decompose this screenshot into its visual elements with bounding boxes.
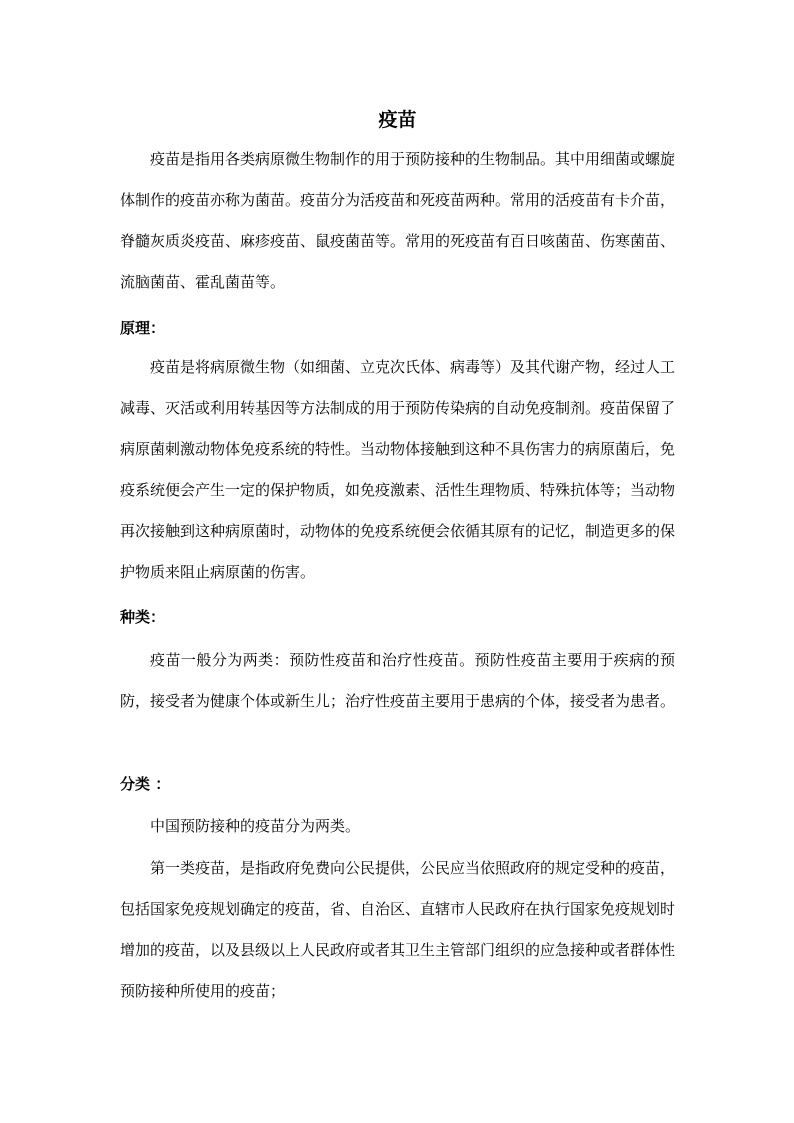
classification-paragraph-2: 第一类疫苗，是指政府免费向公民提供，公民应当依照政府的规定受种的疫苗，包括国家免疫规划确定的疫苗，省、自治区、直辖市人民政府在执行国家免疫规划时增加的疫苗，以及县级以上人民政府或者其卫生主管部门组织的应急接种或者群体性预防接种所使用的疫苗； <box>120 859 676 1000</box>
section-heading-types: 种类： <box>120 608 166 626</box>
types-paragraph: 疫苗一般分为两类：预防性疫苗和治疗性疫苗。预防性疫苗主要用于疾病的预防，接受者为健康个体或新生儿；治疗性疫苗主要用于患病的个体，接受者为患者。 <box>120 651 676 710</box>
intro-paragraph: 疫苗是指用各类病原微生物制作的用于预防接种的生物制品。其中用细菌或螺旋体制作的疫苗亦称为菌苗。疫苗分为活疫苗和死疫苗两种。常用的活疫苗有卡介苗，脊髓灰质炎疫苗、麻疹疫苗、鼠疫菌苗等。常用的死疫苗有百日咳菌苗、伤寒菌苗、流脑菌苗、霍乱菌苗等。 <box>120 150 676 291</box>
principle-paragraph: 疫苗是将病原微生物（如细菌、立克次氏体、病毒等）及其代谢产物，经过人工减毒、灭活或利用转基因等方法制成的用于预防传染病的自动免疫制剂。疫苗保留了病原菌刺激动物体免疫系统的特性。当动物体接触到这种不具伤害力的病原菌后，免疫系统便会产生一定的保护物质，如免疫激素、活性生理物质、特殊抗体等；当动物再次接触到这种病原菌时，动物体的免疫系统便会依循其原有的记忆，制造更多的保护物质来阻止病原菌的伤害。 <box>120 358 676 581</box>
classification-paragraph-1: 中国预防接种的疫苗分为两类。 <box>150 817 361 835</box>
section-heading-classification: 分类 ： <box>120 775 171 793</box>
section-heading-principle: 原理： <box>120 319 166 337</box>
document-title: 疫苗 <box>378 109 417 131</box>
